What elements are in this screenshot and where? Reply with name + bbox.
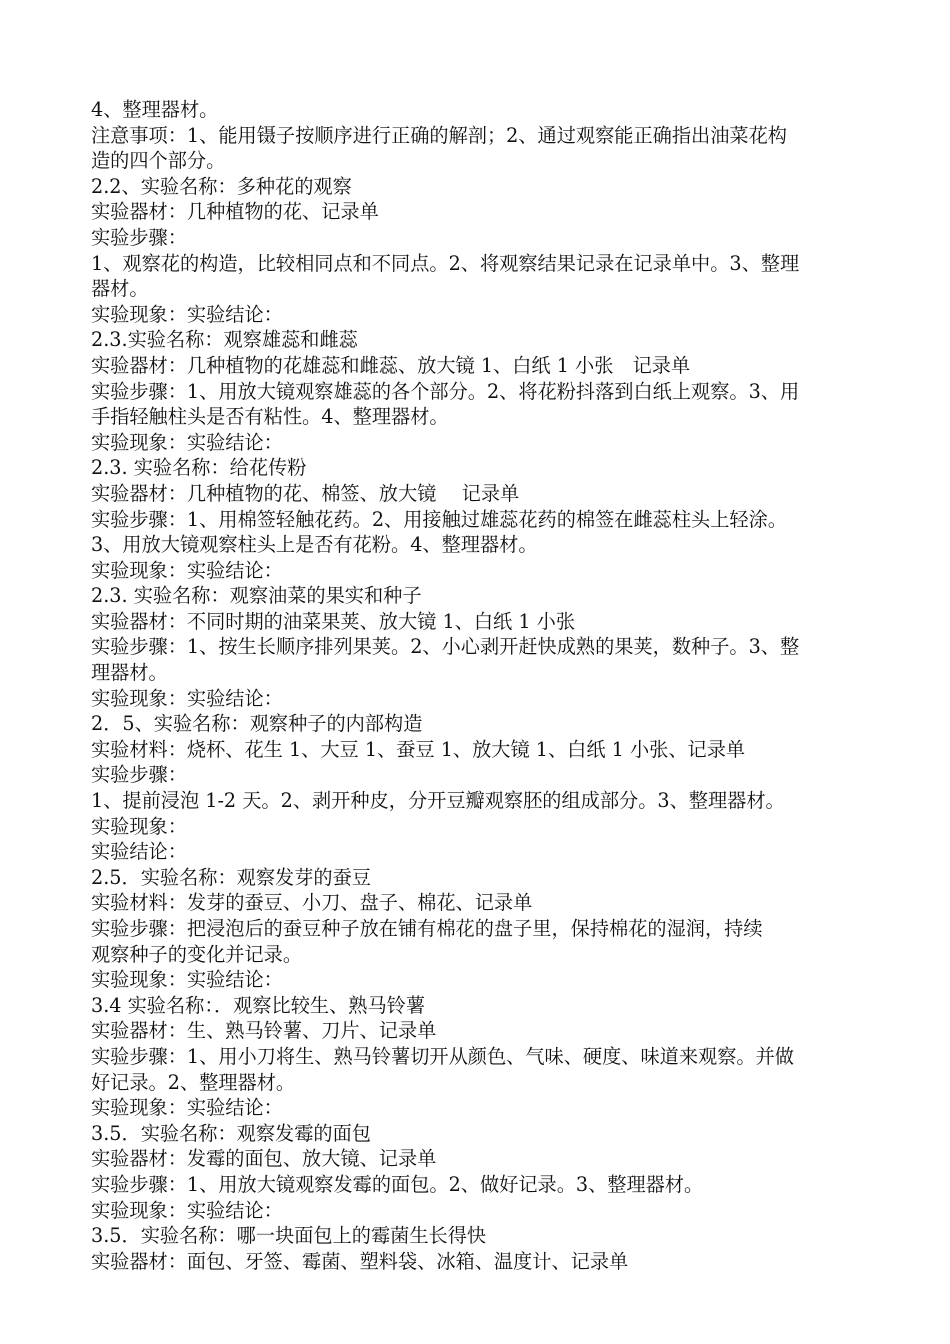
text-line: 实验现象：实验结论： [91,1198,283,1222]
text-line: 实验器材：几种植物的花雄蕊和雌蕊、放大镜 1、白纸 1 小张 记录单 [91,353,691,377]
text-line: 实验器材：面包、牙签、霉菌、塑料袋、冰箱、温度计、记录单 [91,1249,629,1273]
text-line: 实验现象：实验结论： [91,968,283,992]
section-heading: 3.5．实验名称：观察发霉的面包 [91,1121,371,1145]
text-line: 手指轻触柱头是否有粘性。4、整理器材。 [91,405,449,429]
text-line: 实验步骤：把浸泡后的蚕豆种子放在铺有棉花的盘子里，保持棉花的湿润，持续 [91,917,763,940]
text-line: 实验步骤：1、用放大镜观察雄蕊的各个部分。2、将花粉抖落到白纸上观察。3、用 [91,379,800,403]
text-line: 造的四个部分。 [91,149,226,173]
text-line: 实验现象：实验结论： [91,302,283,326]
text-line: 实验步骤：1、用棉签轻触花药。2、用接触过雄蕊花药的棉签在雌蕊柱头上轻涂。 [91,507,787,531]
text-line: 实验步骤： [91,763,187,787]
text-line: 器材。 [91,277,149,301]
section-heading: 2.2、实验名称：多种花的观察 [91,174,352,198]
text-line: 实验器材：生、熟马铃薯、刀片、记录单 [91,1019,437,1043]
text-line: 观察种子的变化并记录。 [91,942,303,966]
section-heading: 3.4 实验名称：．观察比较生、熟马铃薯 [91,993,426,1017]
text-line: 1、提前浸泡 1-2 天。2、剥开种皮，分开豆瓣观察胚的组成部分。3、整理器材。 [91,789,785,813]
section-heading: 2．5、实验名称：观察种子的内部构造 [91,712,423,736]
text-line: 实验结论： [91,840,187,864]
section-heading: 3.5．实验名称：哪一块面包上的霉菌生长得快 [91,1224,487,1248]
text-line: 实验现象： [91,814,187,838]
document-page [91,97,863,1274]
text-line: 注意事项：1、能用镊子按顺序进行正确的解剖；2、通过观察能正确指出油菜花构 [91,123,787,147]
text-line: 好记录。2、整理器材。 [91,1070,296,1094]
section-heading: 2.3.实验名称：观察雄蕊和雌蕊 [91,328,358,352]
text-line: 4、整理器材。 [91,98,219,121]
text-line: 实验器材：几种植物的花、记录单 [91,200,379,224]
text-line: 实验现象：实验结论： [91,686,283,710]
text-line: 实验步骤：1、用小刀将生、熟马铃薯切开从颜色、气味、硬度、味道来观察。并做 [91,1044,794,1068]
section-heading: 2.5．实验名称：观察发芽的蚕豆 [91,865,371,889]
text-line: 实验步骤： [91,225,187,249]
text-line: 实验步骤：1、用放大镜观察发霉的面包。2、做好记录。3、整理器材。 [91,1172,704,1196]
section-heading: 2.3. 实验名称：给花传粉 [91,456,307,480]
text-line: 理器材。 [91,661,168,685]
text-line: 实验器材：发霉的面包、放大镜、记录单 [91,1147,437,1171]
text-line: 实验器材：几种植物的花、棉签、放大镜 记录单 [91,481,520,505]
section-heading: 2.3. 实验名称：观察油菜的果实和种子 [91,584,422,608]
text-line: 实验材料：烧杯、花生 1、大豆 1、蚕豆 1、放大镜 1、白纸 1 小张、记录单 [91,737,746,761]
text-line: 实验材料：发芽的蚕豆、小刀、盘子、棉花、记录单 [91,891,533,915]
text-line: 实验现象：实验结论： [91,1096,283,1120]
text-line: 实验步骤：1、按生长顺序排列果荚。2、小心剥开赶快成熟的果荚，数种子。3、整 [91,635,800,659]
text-line: 实验器材：不同时期的油菜果荚、放大镜 1、白纸 1 小张 [91,609,576,633]
text-line: 1、观察花的构造，比较相同点和不同点。2、将观察结果记录在记录单中。3、整理 [91,251,800,275]
text-line: 实验现象：实验结论： [91,430,283,454]
text-line: 实验现象：实验结论： [91,558,283,582]
text-line: 3、用放大镜观察柱头上是否有花粉。4、整理器材。 [91,533,538,557]
